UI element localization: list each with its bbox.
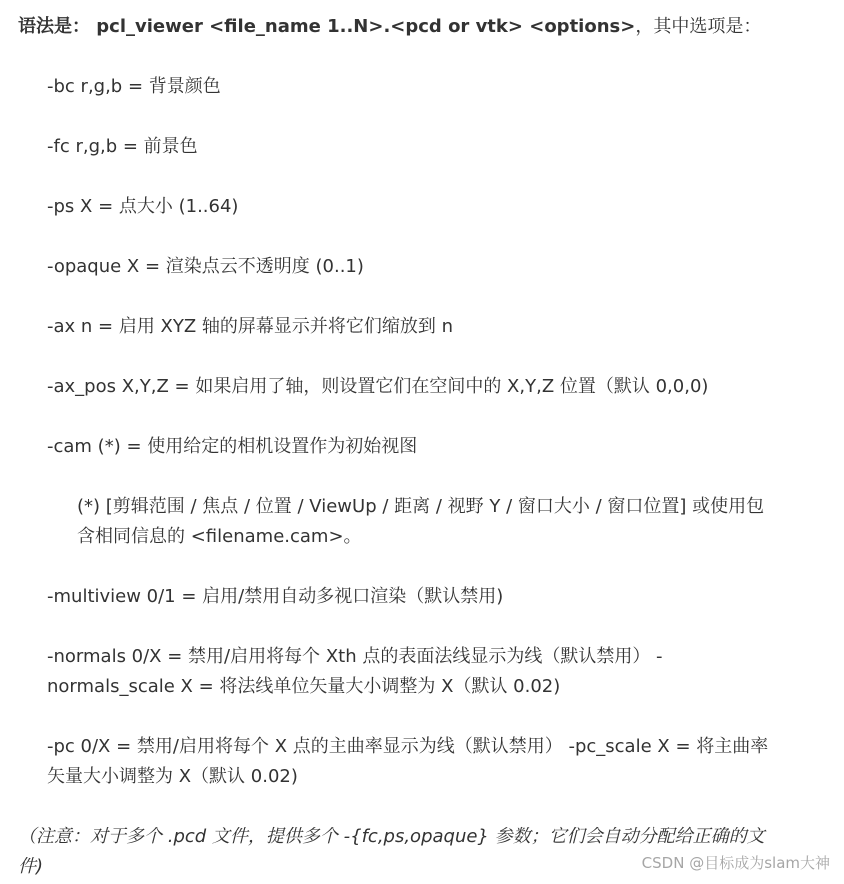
option-pc-line-1: -pc 0/X = 禁用/启用将每个 X 点的主曲率显示为线（默认禁用） -pc_scale X = 将主曲率 — [47, 736, 769, 757]
syntax-line — [18, 12, 761, 42]
cam-detail-line-2: 含相同信息的 <filename.cam>。 — [77, 526, 362, 547]
note-line-1: （注意：对于多个 .pcd 文件，提供多个 -{fc,ps,opaque} 参数；它们会自动分配给正确的文 — [18, 826, 765, 847]
option-cam: -cam (*) = 使用给定的相机设置作为初始视图 — [47, 436, 418, 457]
option-pc-line-2: 矢量大小调整为 X（默认 0.02) — [47, 766, 298, 787]
option-opaque: -opaque X = 渲染点云不透明度 (0..1) — [47, 256, 364, 277]
syntax-suffix: ，其中选项是： — [635, 16, 762, 37]
csdn-watermark: CSDN @目标成为slam大神 — [641, 854, 830, 872]
option-ps: -ps X = 点大小 (1..64) — [47, 196, 239, 217]
syntax-label: 语法是： — [18, 16, 90, 37]
option-bc: -bc r,g,b = 背景颜色 — [47, 76, 221, 97]
option-ax-pos: -ax_pos X,Y,Z = 如果启用了轴，则设置它们在空间中的 X,Y,Z 位置（默认 0,0,0) — [47, 376, 709, 397]
option-ax: -ax n = 启用 XYZ 轴的屏幕显示并将它们缩放到 n — [47, 316, 454, 337]
option-fc: -fc r,g,b = 前景色 — [47, 136, 198, 157]
cam-detail-line-1: (*) [剪辑范围 / 焦点 / 位置 / ViewUp / 距离 / 视野 Y / 窗口大小 / 窗口位置] 或使用包 — [77, 496, 765, 517]
option-multiview: -multiview 0/1 = 启用/禁用自动多视口渲染（默认禁用) — [47, 586, 504, 607]
note-line-2: 件) — [18, 856, 44, 877]
option-normals-line-1: -normals 0/X = 禁用/启用将每个 Xth 点的表面法线显示为线（默认禁用） - — [47, 646, 663, 667]
syntax-command: pcl_viewer <file_name 1..N>.<pcd or vtk> <options> — [96, 16, 636, 37]
option-normals-line-2: normals_scale X = 将法线单位矢量大小调整为 X（默认 0.02) — [47, 676, 561, 697]
